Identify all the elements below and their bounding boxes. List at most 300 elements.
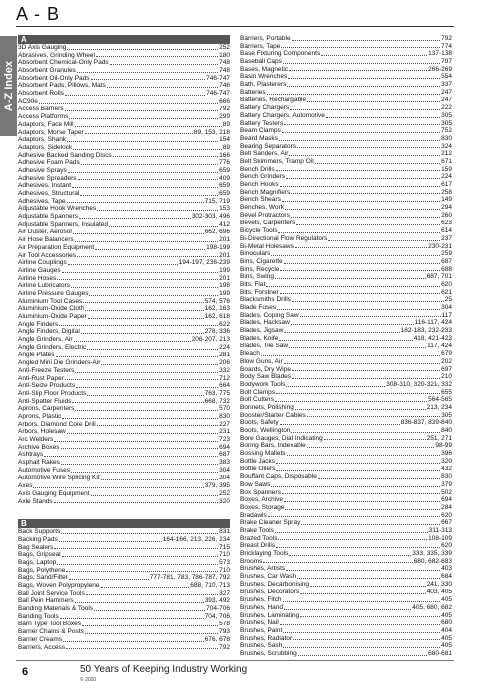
dot-leader xyxy=(275,532,428,533)
index-entry xyxy=(18,628,230,636)
entry-page: 182-183, 232-233 xyxy=(400,327,452,335)
entry-page: 305 xyxy=(441,111,452,119)
entry-name: Archive Boxes xyxy=(18,443,60,451)
index-entry xyxy=(18,413,230,421)
dot-leader xyxy=(307,101,440,102)
entry-name: Anti-Slip Floor Products xyxy=(18,389,87,397)
index-entry xyxy=(18,613,230,621)
entry-name: Beam Clamps xyxy=(240,127,281,135)
index-entry xyxy=(240,481,452,489)
index-entry xyxy=(240,489,452,497)
entry-name: Adjustable Spanners, Insulated xyxy=(18,220,108,228)
entry-name: Booster/Starter Cables xyxy=(240,411,306,419)
entry-name: Battery Chargers xyxy=(240,104,290,112)
dot-leader xyxy=(324,439,426,440)
index-entry xyxy=(240,212,452,220)
entry-page: 667 xyxy=(441,519,452,527)
entry-name: Bouffant Caps, Disposable xyxy=(240,473,317,481)
entry-name: Bore Gauges, Dial Indicating xyxy=(240,434,323,442)
dot-leader xyxy=(54,441,218,442)
index-entry xyxy=(240,112,452,120)
entry-name: 3D Axis Gauging xyxy=(18,44,67,51)
dot-leader xyxy=(279,340,412,341)
index-entry xyxy=(18,129,230,137)
entry-name: Bradawls xyxy=(240,511,267,519)
index-entry xyxy=(18,290,230,298)
index-entry xyxy=(240,304,452,312)
dot-leader xyxy=(110,64,218,65)
entry-page: 793 xyxy=(219,628,230,636)
dot-leader xyxy=(326,117,440,118)
index-entry xyxy=(18,459,230,467)
entry-name: Bags, Gripseal xyxy=(18,551,61,559)
index-entry xyxy=(18,328,230,336)
dot-leader xyxy=(83,302,204,303)
entry-name: Brushes, Laminating xyxy=(240,611,300,619)
entry-name: Blade Fuses xyxy=(240,304,277,312)
entry-name: Aluminium-Oxide Paper xyxy=(18,313,87,321)
entry-name: Angled Mini Die Grinders-Air xyxy=(18,359,101,367)
index-entry xyxy=(18,382,230,390)
dot-leader xyxy=(61,448,219,449)
entry-name: Bench Shears xyxy=(240,196,281,204)
index-entry xyxy=(240,596,452,604)
entry-name: Axes xyxy=(18,482,33,490)
dot-leader xyxy=(297,147,440,148)
dot-leader xyxy=(281,47,440,48)
entry-page: 412 xyxy=(219,220,230,228)
entry-name: Barrier Chains & Posts xyxy=(18,628,84,636)
entry-page: 664 xyxy=(219,382,230,390)
dot-leader xyxy=(101,479,219,480)
index-entry xyxy=(240,258,452,266)
index-entry xyxy=(240,504,452,512)
entry-name: Adaptors, Face Mill xyxy=(18,120,74,128)
index-entry xyxy=(240,196,452,204)
entry-page: 304 xyxy=(441,304,452,312)
entry-name: Back Supports xyxy=(18,528,61,536)
entry-name: Barrier Creams xyxy=(18,635,63,643)
index-entry xyxy=(240,627,452,635)
index-entry xyxy=(240,266,452,274)
index-entry xyxy=(18,398,230,406)
entry-page: 694 xyxy=(219,443,230,451)
dot-leader xyxy=(61,533,218,534)
dot-leader xyxy=(73,149,222,150)
entry-page: 403, 405 xyxy=(426,588,452,596)
entry-name: Barn Type Tool Boxes xyxy=(18,620,81,628)
index-entry xyxy=(18,113,230,121)
entry-name: Brushes, Fitch xyxy=(240,596,282,604)
entry-name: Backing Pads xyxy=(18,535,58,543)
index-entry xyxy=(240,366,452,374)
entry-name: Brushes, Paint xyxy=(240,626,283,634)
entry-name: Bins, Cigarette xyxy=(240,257,283,265)
dot-leader xyxy=(267,94,440,95)
dot-leader xyxy=(263,562,412,563)
index-entry xyxy=(240,442,452,450)
entry-name: Axis Gauging Equipment xyxy=(18,489,90,497)
entry-name: Adaptors, Sidelock xyxy=(18,143,73,151)
entry-page: 620 xyxy=(441,542,452,550)
entry-name: Brushes, Radiator xyxy=(240,634,293,642)
entry-page: 324 xyxy=(441,142,452,150)
index-entry xyxy=(240,650,452,658)
index-entry xyxy=(18,352,230,360)
index-entry xyxy=(18,90,230,98)
page-number: 6 xyxy=(22,666,29,678)
section-header-b: B xyxy=(18,519,230,528)
entry-name: Abrasives, Grinding Wheel xyxy=(18,51,95,59)
dot-leader xyxy=(286,570,440,571)
dot-leader xyxy=(75,126,222,127)
entry-name: Angle Plates xyxy=(18,351,55,359)
index-entry xyxy=(240,589,452,597)
dot-leader xyxy=(85,310,203,311)
index-entry xyxy=(18,536,230,544)
entry-page: 302-303, 496 xyxy=(191,213,230,221)
dot-leader xyxy=(75,602,204,603)
entry-name: Banding Tools xyxy=(18,612,59,620)
entry-name: Blades, Hacksaw xyxy=(240,319,290,327)
entry-page: 194-197, 236-239 xyxy=(178,259,230,267)
entry-page: 404 xyxy=(441,626,452,634)
entry-name: Bodywork Tools xyxy=(240,380,286,388)
entry-page: 89, 153, 218 xyxy=(193,128,230,136)
entry-name: Blacksmiths Drills xyxy=(240,296,291,304)
index-entry xyxy=(240,296,452,304)
entry-page: 679 xyxy=(441,350,452,358)
dot-leader xyxy=(310,586,426,587)
index-list-a xyxy=(18,44,230,505)
dot-leader xyxy=(292,40,441,41)
entry-page: 278, 336 xyxy=(204,328,230,336)
entry-page: 614 xyxy=(441,227,452,235)
dot-leader xyxy=(291,432,440,433)
entry-page: 831 xyxy=(219,528,230,536)
dot-leader xyxy=(293,639,440,640)
entry-page: 166 xyxy=(219,151,230,159)
index-entry xyxy=(18,52,230,60)
entry-page: 332 xyxy=(219,366,230,374)
entry-page: 680 xyxy=(441,619,452,627)
dot-leader xyxy=(295,247,427,248)
entry-page: 687, 701 xyxy=(426,273,452,281)
entry-name: Boards, Dry Wipe xyxy=(240,365,291,373)
dot-leader xyxy=(292,378,440,379)
index-entry xyxy=(18,344,230,352)
entry-name: Air Preparation Equipment xyxy=(18,243,95,251)
dot-leader xyxy=(97,210,218,211)
entry-page: 704, 706 xyxy=(204,612,230,620)
dot-leader xyxy=(279,140,440,141)
dot-leader xyxy=(261,355,440,356)
index-entry xyxy=(240,389,452,397)
index-entry xyxy=(18,544,230,552)
dot-leader xyxy=(307,416,440,417)
index-entry xyxy=(240,166,452,174)
entry-name: Ball Joint Service Tools xyxy=(18,589,85,597)
dot-leader xyxy=(276,170,440,171)
entry-page: 564-565 xyxy=(428,396,452,404)
dot-leader xyxy=(81,164,218,165)
entry-page: 405 xyxy=(441,596,452,604)
entry-page: 405 xyxy=(441,634,452,642)
entry-page: 198-199 xyxy=(206,243,230,251)
entry-name: Adhesive Backed Sanding Discs xyxy=(18,151,112,159)
dot-leader xyxy=(284,363,441,364)
index-entry xyxy=(240,58,452,66)
index-entry xyxy=(18,229,230,237)
dot-leader xyxy=(65,379,218,380)
index-entry xyxy=(240,573,452,581)
entry-name: AC90e xyxy=(18,97,38,105)
entry-page: 723 xyxy=(219,436,230,444)
index-entry xyxy=(18,428,230,436)
entry-name: Bricklaying Tools xyxy=(240,550,289,558)
index-entry xyxy=(240,220,452,228)
index-entry xyxy=(18,252,230,260)
dot-leader xyxy=(54,548,218,549)
entry-name: Belt Sanders, Air xyxy=(240,150,289,158)
entry-page: 224 xyxy=(441,173,452,181)
entry-name: Boxes, Archive xyxy=(240,496,283,504)
dot-leader xyxy=(291,324,414,325)
index-entry xyxy=(240,81,452,89)
entry-name: Angle Grinders, Air xyxy=(18,336,73,344)
index-entry xyxy=(240,35,452,43)
entry-name: Ashtrays xyxy=(18,451,44,459)
entry-page: 117 xyxy=(441,311,452,319)
dot-leader xyxy=(71,472,218,473)
dot-leader xyxy=(288,78,440,79)
entry-page: 224 xyxy=(219,343,230,351)
index-entry xyxy=(240,373,452,381)
dot-leader xyxy=(318,478,440,479)
dot-leader xyxy=(291,217,440,218)
entry-page: 659 xyxy=(219,190,230,198)
entry-page: 230-231 xyxy=(428,242,452,250)
index-entry xyxy=(18,405,230,413)
entry-name: Bicycle Tools xyxy=(240,227,278,235)
entry-page: 164-166, 213, 226, 234 xyxy=(162,535,230,543)
index-entry xyxy=(240,358,452,366)
index-entry xyxy=(240,527,452,535)
dot-leader xyxy=(290,109,440,110)
index-entry xyxy=(240,289,452,297)
entry-page: 25 xyxy=(444,296,452,304)
section-header-a: A xyxy=(18,35,230,44)
entry-page: 199 xyxy=(219,290,230,297)
entry-page: 266-269 xyxy=(428,65,452,73)
index-entry xyxy=(240,158,452,166)
entry-name: Brushes, Car Wash xyxy=(240,573,297,581)
entry-name: Bins, Recycle xyxy=(240,265,280,273)
entry-name: Batteries, Rechargable xyxy=(240,96,307,104)
dot-leader xyxy=(77,256,218,257)
index-list-b-left xyxy=(18,528,230,651)
entry-page: 153 xyxy=(219,205,230,213)
dot-leader xyxy=(91,495,219,496)
dot-leader xyxy=(266,286,440,287)
entry-name: Brazed Tools xyxy=(240,534,278,542)
entry-page: 748 xyxy=(219,67,230,75)
index-entry xyxy=(18,136,230,144)
dot-leader xyxy=(284,263,441,264)
entry-name: Boxes, Storage xyxy=(240,503,285,511)
entry-name: Brushes, Decorators xyxy=(240,588,300,596)
dot-leader xyxy=(75,372,218,373)
index-entry xyxy=(240,419,452,427)
index-entry xyxy=(18,444,230,452)
entry-page: 655 xyxy=(441,388,452,396)
entry-name: Beard Masks xyxy=(240,134,278,142)
entry-name: Asphalt Rakes xyxy=(18,459,60,467)
dot-leader xyxy=(69,579,149,580)
entry-page: 333, 335, 339 xyxy=(412,550,452,558)
index-entry xyxy=(18,528,230,536)
entry-page: 237 xyxy=(441,234,452,242)
entry-name: Angle Finders, Digital xyxy=(18,328,80,336)
index-entry xyxy=(18,367,230,375)
entry-name: Boots, Wellington xyxy=(240,427,291,435)
entry-name: Automotive Wire Splicing Kit xyxy=(18,474,100,482)
dot-leader xyxy=(91,79,206,80)
entry-page: 198 xyxy=(219,282,230,290)
index-entry xyxy=(240,535,452,543)
entry-name: Blow Guns, Air xyxy=(240,357,283,365)
entry-page: 662, 696 xyxy=(204,228,230,236)
entry-page: 379 xyxy=(441,480,452,488)
entry-page: 258 xyxy=(441,188,452,196)
entry-name: Bossing Mallets xyxy=(240,450,286,458)
index-entry xyxy=(240,243,452,251)
entry-name: Banding Materials & Tools xyxy=(18,605,94,613)
index-entry xyxy=(240,458,452,466)
entry-name: Bags, Sand/Filter xyxy=(18,574,68,582)
dot-leader xyxy=(77,72,218,73)
entry-page: 201 xyxy=(219,274,230,282)
dot-leader xyxy=(68,264,178,265)
entry-name: Aprons, Plastic xyxy=(18,413,62,420)
entry-page: 748 xyxy=(219,59,230,67)
dot-leader xyxy=(96,56,218,57)
entry-page: 252 xyxy=(219,44,230,51)
dot-leader xyxy=(289,70,427,71)
index-entry xyxy=(18,159,230,167)
index-entry xyxy=(18,213,230,221)
dot-leader xyxy=(301,524,440,525)
dot-leader xyxy=(56,356,219,357)
entry-name: Air Duster, Aerosol xyxy=(18,228,72,236)
entry-page: 98-99 xyxy=(435,442,452,450)
dot-leader xyxy=(33,487,203,488)
footer-tagline: 50 Years of Keeping Industry Working xyxy=(80,664,248,675)
entry-page: 704-706 xyxy=(206,605,230,613)
entry-name: Arbors, Holesaw xyxy=(18,428,66,436)
side-index-tab[interactable] xyxy=(0,36,17,136)
dot-leader xyxy=(280,270,440,271)
entry-page: 776 xyxy=(219,159,230,167)
dot-leader xyxy=(79,218,191,219)
entry-name: Airline Hoses xyxy=(18,274,57,282)
entry-name: Belt Skimmers, Tramp Oil xyxy=(240,158,314,165)
entry-name: Brushes, Artists xyxy=(240,565,286,573)
entry-name: Benches, Work xyxy=(240,204,284,212)
entry-name: Angle Grinders, Electric xyxy=(18,343,87,351)
entry-name: Battery Chargers, Automotive xyxy=(240,111,325,119)
dot-leader xyxy=(87,395,203,396)
index-entry xyxy=(240,181,452,189)
entry-name: Absorbent Oil-Only Pads xyxy=(18,74,90,82)
dot-leader xyxy=(89,295,218,296)
index-entry xyxy=(240,412,452,420)
entry-name: Bench Drills xyxy=(240,165,275,173)
dot-leader xyxy=(57,279,218,280)
index-entry xyxy=(18,236,230,244)
dot-leader xyxy=(328,240,440,241)
entry-page: 694 xyxy=(441,496,452,504)
entry-page: 89 xyxy=(222,120,230,128)
entry-name: Airline Gauges xyxy=(18,266,61,274)
dot-leader xyxy=(275,401,427,402)
entry-name: Baseball Caps xyxy=(240,58,282,66)
dot-leader xyxy=(283,63,440,64)
entry-page: 830 xyxy=(219,413,230,420)
entry-name: Brushes, Hand xyxy=(240,603,283,611)
dot-leader xyxy=(300,593,425,594)
entry-page: 149 xyxy=(441,196,452,204)
entry-name: Anti-Spatter Fluids xyxy=(18,397,72,405)
index-entry xyxy=(18,490,230,498)
page-footer xyxy=(16,660,456,690)
entry-name: Breast Drills xyxy=(240,542,276,550)
entry-page: 688 xyxy=(441,265,452,273)
entry-page: 305 xyxy=(441,119,452,127)
dot-leader xyxy=(65,95,205,96)
entry-page: 710 xyxy=(219,566,230,574)
entry-page: 252 xyxy=(219,489,230,497)
index-entry xyxy=(240,381,452,389)
dot-leader xyxy=(80,195,218,196)
entry-page: 247 xyxy=(441,88,452,96)
dot-leader xyxy=(76,387,218,388)
entry-page: 206-207, 213 xyxy=(191,336,230,344)
index-entry xyxy=(18,498,230,506)
dot-leader xyxy=(291,193,440,194)
entry-page: 320 xyxy=(219,497,230,505)
entry-page: 746-747 xyxy=(206,90,230,98)
entry-page: 712 xyxy=(219,374,230,382)
entry-name: Arc Welders xyxy=(18,436,54,444)
index-entry xyxy=(240,612,452,620)
index-entry xyxy=(240,312,452,320)
entry-page: 668, 732 xyxy=(204,397,230,405)
index-entry xyxy=(18,621,230,629)
dot-leader xyxy=(101,364,218,365)
top-divider xyxy=(16,26,454,27)
entry-name: Blades, Coping Saw xyxy=(240,311,299,319)
entry-page: 409 xyxy=(219,174,230,182)
index-column-left xyxy=(18,35,230,651)
entry-name: Adhesives, Instant xyxy=(18,182,72,190)
dot-leader xyxy=(297,578,440,579)
dot-leader xyxy=(71,287,218,288)
entry-page: 687 xyxy=(441,257,452,265)
entry-name: Bevels, Carpenters xyxy=(240,219,296,227)
entry-name: Bonnets, Polishing xyxy=(240,404,294,411)
entry-name: Adjustable Spanners xyxy=(18,213,78,221)
